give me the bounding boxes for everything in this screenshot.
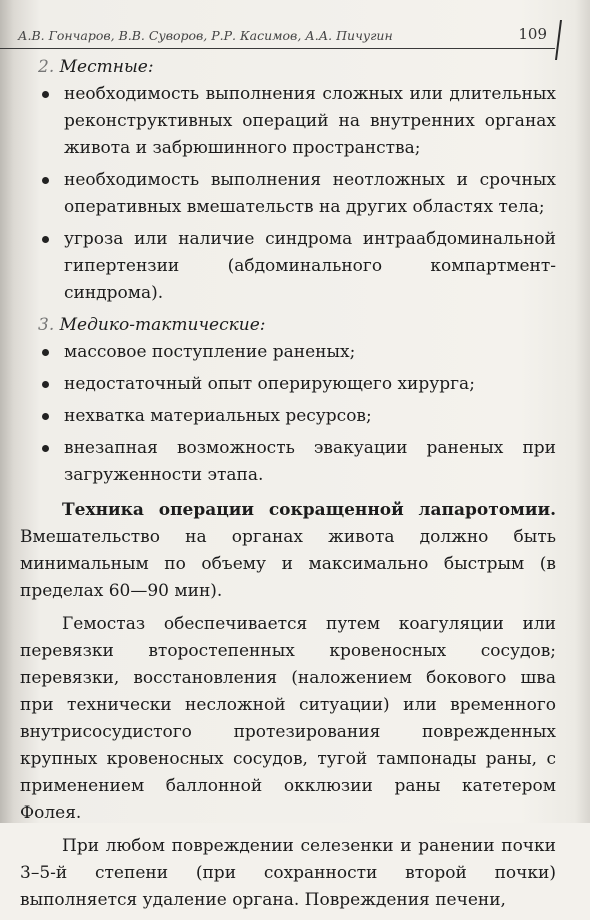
header-authors: А.В. Гончаров, В.В. Суворов, Р.Р. Касимов, А.А. Пичугин [18, 28, 393, 43]
bullet-icon [42, 445, 49, 452]
technique-heading: Техника операции сокращенной лапаротомии. [62, 500, 556, 520]
list-item: внезапная возможность эвакуации раненых при загруженности этапа. [20, 435, 556, 489]
page-number: 109 [518, 25, 547, 43]
section-number: 2. [38, 57, 55, 77]
page-content [20, 54, 556, 920]
list-item: угроза или наличие синдрома интраабдоминальной гипертензии (абдоминального компартмент-синдрома). [20, 226, 556, 307]
section-title: Местные: [59, 57, 154, 77]
bullet-icon [42, 91, 49, 98]
section-number: 3. [38, 315, 55, 335]
bullet-icon [42, 236, 49, 243]
running-header [0, 22, 555, 49]
tactical-indications-list [20, 339, 556, 489]
list-item: недостаточный опыт оперирующего хирурга; [20, 371, 556, 398]
section-heading-local [20, 54, 556, 81]
paragraph-spleen: При любом повреждении селезенки и ранении почки 3–5-й степени (при сохранности второй почки) выполняется удаление органа. Повреждения печени, [20, 836, 556, 910]
bullet-icon [42, 381, 49, 388]
list-item: массовое поступление раненых; [20, 339, 556, 366]
section-heading-tactical [20, 312, 556, 339]
bullet-icon [42, 177, 49, 184]
section-title: Медико-тактические: [59, 315, 266, 335]
list-item: необходимость выполнения сложных или длительных реконструктивных операций на внутренних органах живота и забрюшинного пространства; [20, 81, 556, 162]
list-item: необходимость выполнения неотложных и срочных оперативных вмешательств на других областях тела; [20, 167, 556, 221]
bullet-icon [42, 349, 49, 356]
bullet-icon [42, 413, 49, 420]
list-item: нехватка материальных ресурсов; [20, 403, 556, 430]
local-indications-list [20, 81, 556, 307]
technique-text: Вмешательство на органах живота должно быть минимальным по объему и максимально быстрым (в пределах 60—90 мин). [20, 527, 556, 601]
paragraph-technique [20, 497, 556, 605]
paragraph-hemostasis: Гемостаз обеспечивается путем коагуляции или перевязки второстепенных кровеносных сосудов; перевязки, восстановления (наложением бокового шва при технически несложной ситуации) или временного внутрисосудистого протезирования поврежденных крупных кровеносных сосудов, тугой тампонады раны, с применением баллонной окклюзии раны катетером Фолея. [20, 614, 556, 823]
